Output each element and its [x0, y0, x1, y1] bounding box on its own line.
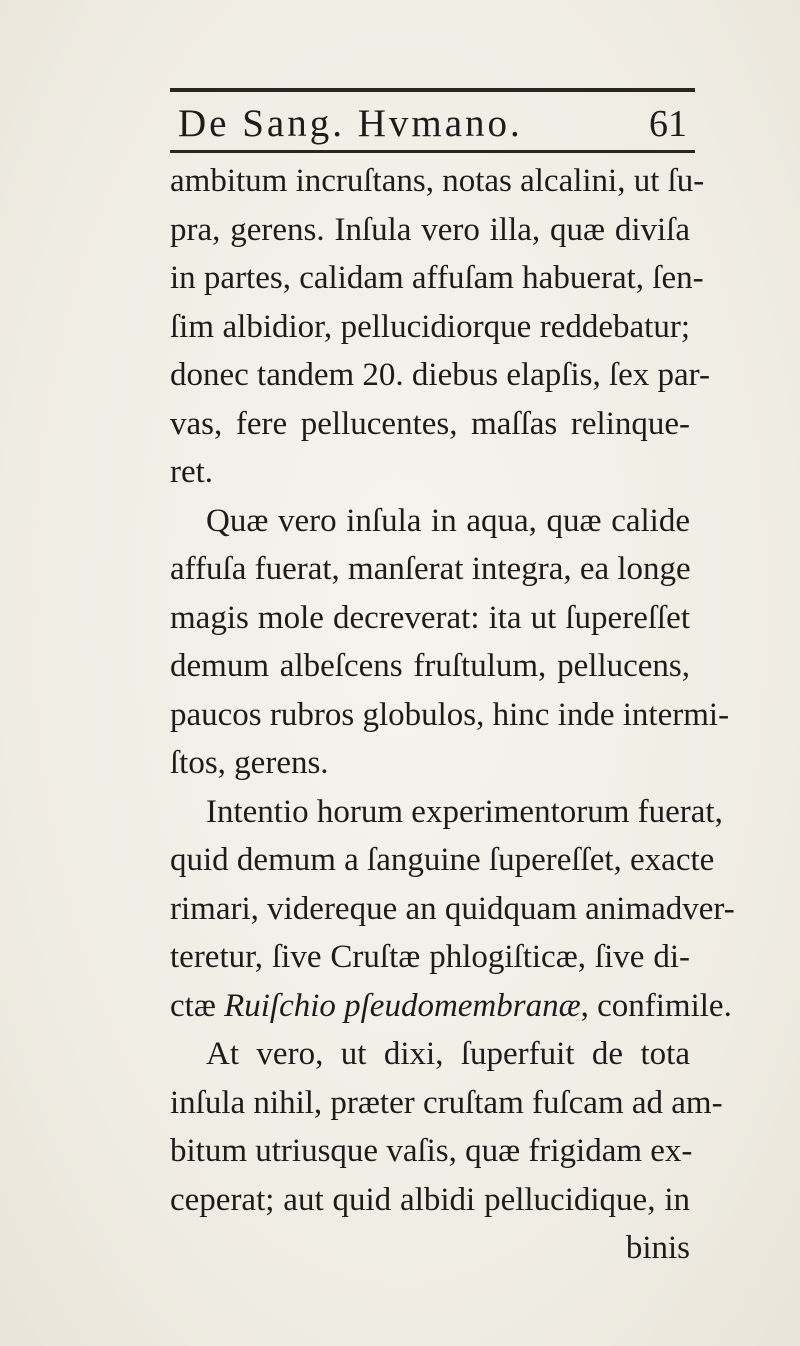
catchword: binis — [625, 1230, 690, 1266]
text-line-13: ſtos, gerens. — [170, 745, 329, 781]
text-line-1: ambitum incruſtans, notas alcalini, ut ſu- — [170, 163, 705, 199]
text-line-14: Intentio horum experimentorum fuerat, — [206, 793, 723, 830]
text-line-15: quid demum a ſanguine ſupereſſet, exacte — [170, 842, 715, 878]
text-line-5: donec tandem 20. diebus elapſis, ſex par- — [170, 357, 711, 393]
text-line-20: inſula nihil, præter cruſtam fuſcam ad am- — [170, 1084, 723, 1121]
text-line-9: affuſa fuerat, manſerat integra, ea longe — [170, 551, 691, 587]
body-text — [170, 157, 735, 1273]
header-rule-top — [170, 88, 695, 92]
text-line-18-italic: Ruiſchio pſeudomembranæ — [224, 987, 581, 1024]
text-line-21: bitum utriusque vaſis, quæ frigidam ex- — [170, 1133, 693, 1169]
text-line-3: in partes, calidam affuſam habuerat, ſen- — [170, 260, 704, 296]
page-header — [170, 96, 695, 150]
text-line-4: ſim albidior, pellucidiorque reddebatur; — [170, 308, 690, 345]
text-line-18 — [170, 982, 732, 1031]
text-line-6: vas, fere pellucentes, maſſas relinque- — [170, 405, 690, 442]
text-line-22: ceperat; aut quid albidi pellucidique, in — [170, 1181, 690, 1218]
page-number: 61 — [649, 103, 687, 145]
header-rule-bottom — [170, 150, 695, 153]
running-head: De Sang. Hvmano. — [178, 102, 523, 145]
text-line-16: rimari, videreque an quidquam animadver- — [170, 890, 735, 927]
text-line-2: pra, gerens. Inſula vero illa, quæ diviſa — [170, 211, 690, 248]
text-line-11: demum albeſcens fruſtulum, pellucens, — [170, 648, 690, 684]
text-line-7: ret. — [170, 454, 214, 490]
text-line-18-end: confimile. — [597, 987, 732, 1024]
text-line-8: Quæ vero inſula in aqua, quæ calide — [206, 502, 690, 539]
text-line-18-prefix: ctæ — [170, 987, 225, 1024]
text-line-19: At vero, ut dixi, ſuperfuit de tota — [206, 1036, 690, 1072]
text-line-10: magis mole decreverat: ita ut ſupereſſet — [170, 599, 690, 636]
text-line-18-suffix: , — [580, 987, 598, 1024]
text-line-17: teretur, ſive Cruſtæ phlogiſticæ, ſive di- — [170, 939, 690, 975]
text-line-12: paucos rubros globulos, hinc inde intermi- — [170, 696, 730, 733]
